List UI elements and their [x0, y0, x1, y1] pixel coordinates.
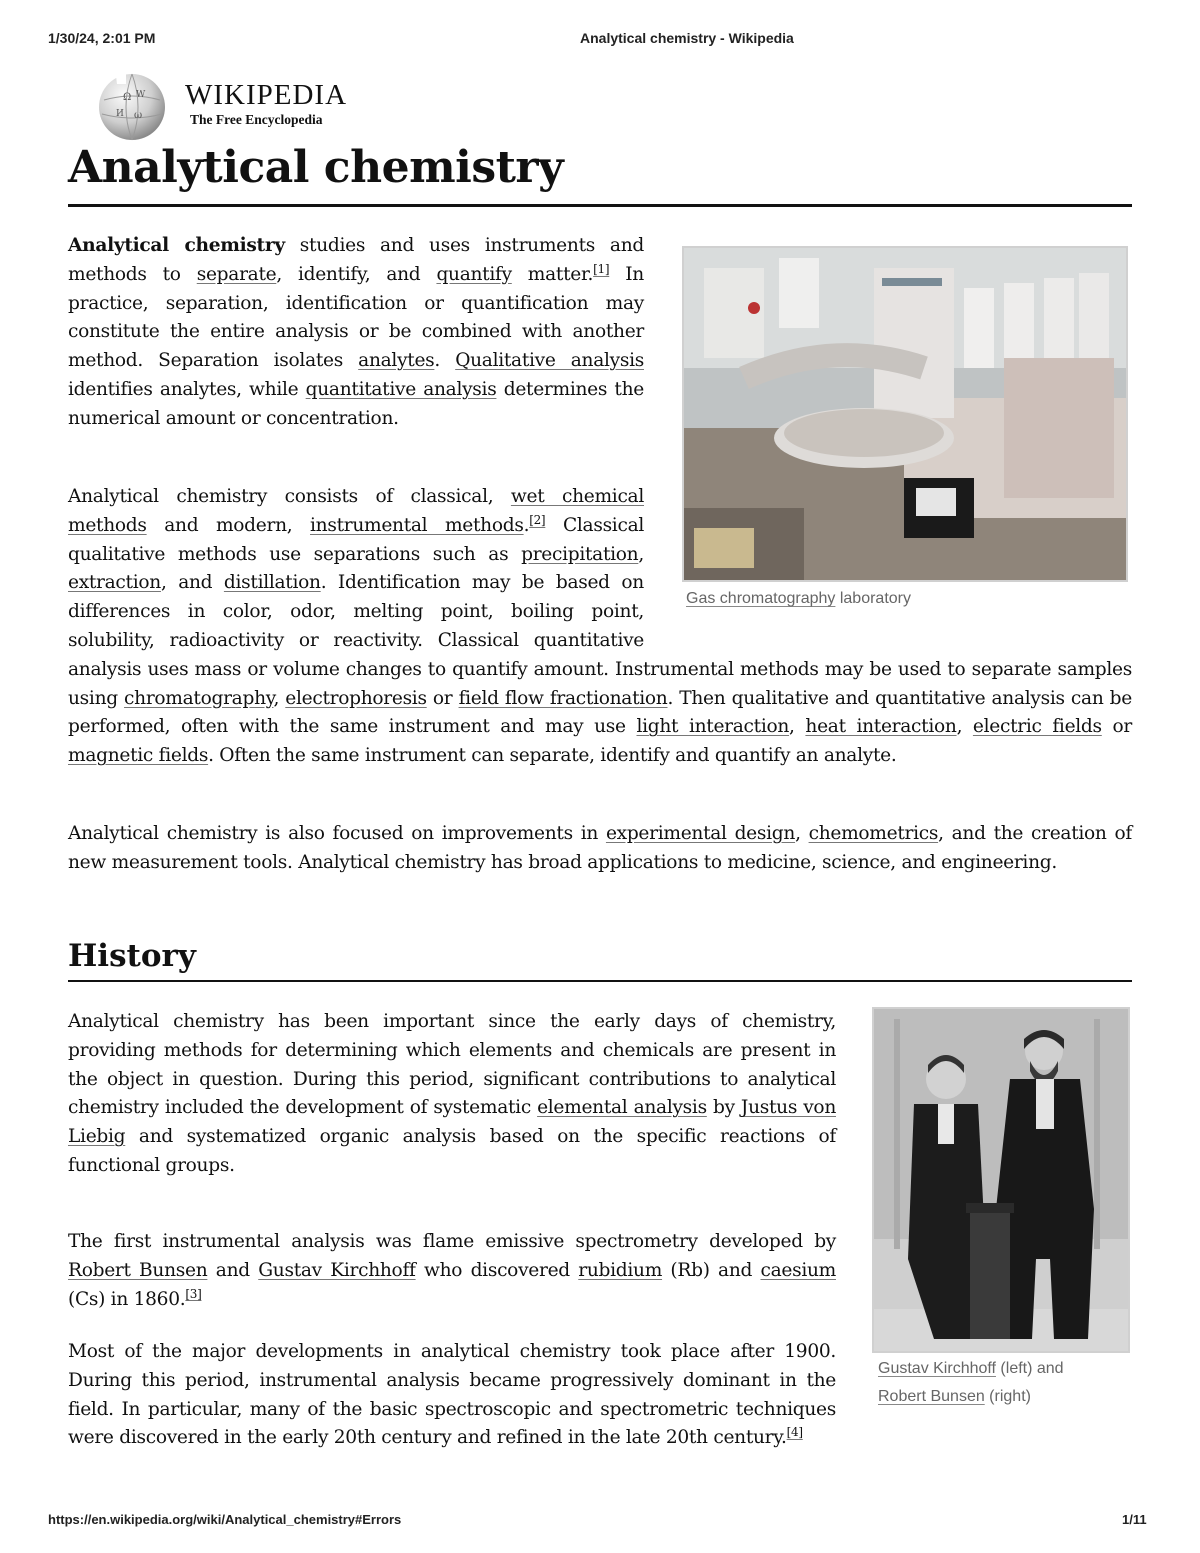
link-caesium[interactable]: caesium — [760, 1259, 836, 1281]
svg-text:W: W — [136, 90, 146, 100]
link-wet-chemical-methods[interactable]: wet chemical methods — [68, 486, 644, 536]
link-chromatography[interactable]: chromatography — [124, 687, 274, 709]
print-page-title: Analytical chemistry - Wikipedia — [580, 30, 794, 46]
link-magnetic-fields[interactable]: magnetic fields — [68, 745, 209, 767]
ref-2[interactable]: [2] — [529, 512, 546, 527]
link-rubidium[interactable]: rubidium — [578, 1259, 663, 1281]
link-quantitative-analysis[interactable]: quantitative analysis — [305, 378, 497, 400]
svg-text:И: И — [116, 109, 124, 119]
history-paragraph-2: The first instrumental analysis was flame emissive spectrometry developed by Robert Bunsen and Gustav Kirchhoff who discovered rubidium (Rb) and caesium (Cs) in 1860.[3] — [68, 1231, 836, 1310]
figure-kirchhoff-bunsen[interactable] — [872, 1007, 1130, 1353]
print-datetime: 1/30/24, 2:01 PM — [48, 30, 156, 46]
link-instrumental-methods[interactable]: instrumental methods — [310, 514, 524, 536]
link-gas-chromatography[interactable]: Gas chromatography — [686, 590, 836, 607]
link-analytes[interactable]: analytes — [358, 350, 435, 372]
link-chemometrics[interactable]: chemometrics — [808, 823, 939, 844]
svg-text:Ω: Ω — [123, 92, 132, 103]
page-title: Analytical chemistry — [68, 142, 564, 193]
wikipedia-globe-icon[interactable] — [96, 70, 168, 142]
bold-term: Analytical chemistry — [68, 235, 285, 256]
svg-text:ω: ω — [134, 110, 143, 121]
link-extraction[interactable]: extraction — [68, 572, 161, 594]
print-page-number: 1/11 — [1122, 1512, 1147, 1527]
link-heat-interaction[interactable]: heat interaction — [805, 716, 957, 738]
intro-paragraph-2: Analytical chemistry consists of classical, wet chemical methods and modern, instrumental methods.[2] Classical qualitative methods use separations such as precipitation, extraction, and distillation. Identification may be based on differences in color, odor, melting point, boiling point, solubility, radioactivity or reactivity. Classical quantitative analysis uses mass or volume changes to quantify amount. Instrumental methods may be used to separate samples using chromatography, electrophoresis or field flow fractionation. Then qualitative and quantitative analysis can be performed, often with the same instrument and may use light interaction, heat interaction, electric fields or magnetic fields. Often the same instrument can separate, identify and quantify an analyte. — [68, 483, 1132, 771]
link-caption-robert-bunsen[interactable]: Robert Bunsen — [878, 1388, 985, 1405]
print-url: https://en.wikipedia.org/wiki/Analytical_chemistry#Errors — [48, 1512, 402, 1527]
wikipedia-tagline: The Free Encyclopedia — [190, 112, 323, 127]
link-light-interaction[interactable]: light interaction — [636, 716, 790, 738]
figure-2-caption: Gustav Kirchhoff (left) and Robert Bunsen (right) — [878, 1360, 1064, 1405]
ref-1[interactable]: [1] — [593, 261, 610, 276]
link-precipitation[interactable]: precipitation — [521, 543, 639, 565]
link-experimental-design[interactable]: experimental design — [605, 823, 796, 844]
history-paragraph-1: Analytical chemistry has been important since the early days of chemistry, providing methods for determining which elements and chemicals are present in the object in question. During this period, significant contributions to analytical chemistry included the development of systematic elemental analysis by Justus von Liebig and systematized organic analysis based on the specific reactions of functional groups. — [68, 1011, 836, 1176]
title-divider — [68, 204, 1132, 207]
link-justus-von-liebig[interactable]: Justus von Liebig — [68, 1097, 836, 1148]
figure-1-caption: Gas chromatography laboratory — [686, 590, 911, 607]
link-separate[interactable]: separate — [196, 263, 277, 285]
link-elemental-analysis[interactable]: elemental analysis — [537, 1097, 707, 1119]
ref-3[interactable]: [3] — [185, 1286, 202, 1301]
intro-paragraph-1: Analytical chemistry studies and uses instruments and methods to separate, identify, and quantify matter.[1] In practice, separation, identification or quantification may constitute the entire analysis or be combined with another method. Separation isolates analytes. Qualitative analysis identifies analytes, while quantitative analysis determines the numerical amount or concentration. — [68, 235, 644, 429]
intro-paragraph-3: Analytical chemistry is also focused on improvements in experimental design, chemometrics, and the creation of new measurement tools. Analytical chemistry has broad applications to medicine, science, and engineering. — [68, 823, 1132, 873]
history-paragraph-3: Most of the major developments in analytical chemistry took place after 1900. During this period, instrumental analysis became progressively dominant in the field. In particular, many of the basic spectroscopic and spectrometric techniques were discovered in the early 20th century and refined in the late 20th century.[4] — [68, 1341, 836, 1449]
link-gustav-kirchhoff[interactable]: Gustav Kirchhoff — [258, 1259, 416, 1281]
link-electric-fields[interactable]: electric fields — [972, 716, 1102, 738]
figure-float-spacer — [644, 483, 1132, 655]
link-robert-bunsen[interactable]: Robert Bunsen — [68, 1259, 208, 1281]
wikipedia-wordmark[interactable]: WIKIPEDIA — [185, 79, 348, 111]
ref-4[interactable]: [4] — [786, 1425, 803, 1440]
link-distillation[interactable]: distillation — [223, 572, 321, 594]
link-qualitative-analysis[interactable]: Qualitative analysis — [455, 350, 644, 372]
history-heading: History — [68, 938, 196, 974]
history-divider — [68, 980, 1132, 982]
link-caption-gustav-kirchhoff[interactable]: Gustav Kirchhoff — [878, 1360, 996, 1377]
kirchhoff-bunsen-photo — [874, 1009, 1128, 1351]
link-field-flow-fractionation[interactable]: field flow fractionation — [458, 687, 668, 709]
link-quantify[interactable]: quantify — [436, 263, 512, 285]
link-electrophoresis[interactable]: electrophoresis — [285, 687, 427, 709]
